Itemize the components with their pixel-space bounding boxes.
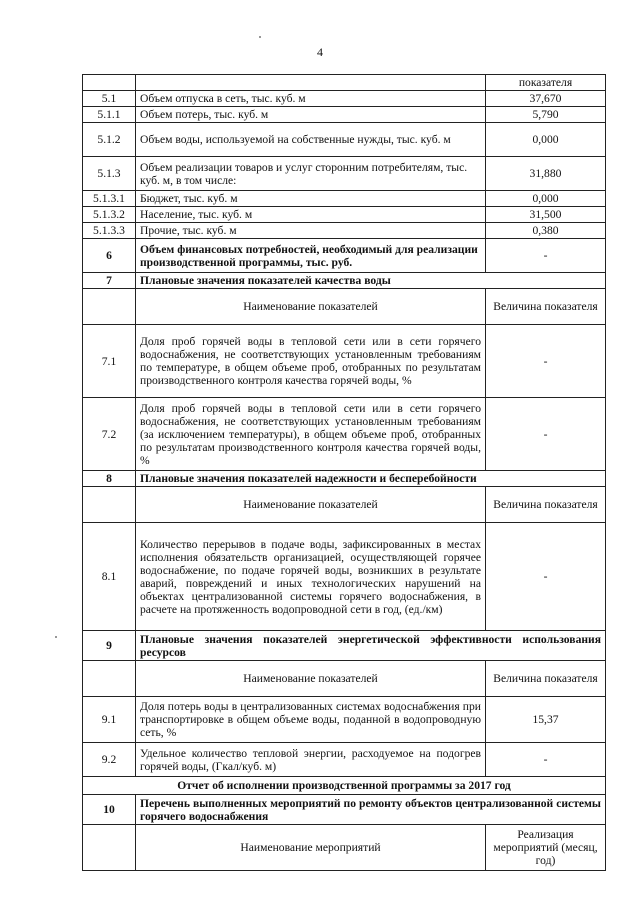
table-row — [83, 107, 606, 123]
section-number: 8 — [83, 471, 136, 487]
row-text: Объем отпуска в сеть, тыс. куб. м — [136, 91, 486, 107]
section-header-row — [83, 273, 606, 289]
table-cell — [83, 487, 136, 523]
column-header-name: Наименование показателей — [136, 661, 486, 697]
column-header-row — [83, 487, 606, 523]
row-value: - — [486, 743, 606, 777]
section-title: Плановые значения показателей энергетической эффективности использования ресурсов — [136, 631, 606, 661]
section-number: 6 — [83, 239, 136, 273]
row-text: Население, тыс. куб. м — [136, 207, 486, 223]
row-number: 5.1.2 — [83, 123, 136, 157]
report-title-row — [83, 777, 606, 795]
row-number: 7.1 — [83, 325, 136, 398]
row-number: 8.1 — [83, 523, 136, 631]
scan-speck — [55, 636, 57, 638]
table-row — [83, 207, 606, 223]
row-value: 5,790 — [486, 107, 606, 123]
row-text: Объем реализации товаров и услуг сторонним потребителям, тыс. куб. м, в том числе: — [136, 157, 486, 191]
row-value: 15,37 — [486, 697, 606, 743]
row-number: 5.1.3.1 — [83, 191, 136, 207]
table-row — [83, 157, 606, 191]
row-number: 5.1.3.2 — [83, 207, 136, 223]
table-row — [83, 239, 606, 273]
table-row — [83, 223, 606, 239]
row-text: Объем потерь, тыс. куб. м — [136, 107, 486, 123]
column-header-name: Наименование показателей — [136, 289, 486, 325]
scan-speck — [259, 36, 261, 38]
row-text: Прочие, тыс. куб. м — [136, 223, 486, 239]
row-number: 9.2 — [83, 743, 136, 777]
row-number: 5.1.3 — [83, 157, 136, 191]
section-number: 7 — [83, 273, 136, 289]
row-value: - — [486, 239, 606, 273]
row-value: 0,380 — [486, 223, 606, 239]
column-header-value: Величина показателя — [486, 487, 606, 523]
row-value: - — [486, 523, 606, 631]
row-text: Доля проб горячей воды в тепловой сети или в сети горячего водоснабжения, не соответствующих установленным требованиям по температуре, в общем объеме проб, отобранных по результатам производственного контроля качества горячей воды, % — [136, 325, 486, 398]
column-header-row — [83, 289, 606, 325]
column-header-name: Наименование мероприятий — [136, 825, 486, 871]
row-value: 31,880 — [486, 157, 606, 191]
column-header-value: Величина показателя — [486, 289, 606, 325]
table-cell — [83, 289, 136, 325]
section-header-row — [83, 795, 606, 825]
section-title: Перечень выполненных мероприятий по ремонту объектов централизованной системы горячего водоснабжения — [136, 795, 606, 825]
row-text: Объем воды, используемой на собственные нужды, тыс. куб. м — [136, 123, 486, 157]
row-number: 5.1.1 — [83, 107, 136, 123]
section-title: Плановые значения показателей надежности и бесперебойности — [136, 471, 606, 487]
table-row — [83, 75, 606, 91]
section-header-row — [83, 631, 606, 661]
table-row — [83, 91, 606, 107]
row-value: 31,500 — [486, 207, 606, 223]
row-number: 9.1 — [83, 697, 136, 743]
section-title: Плановые значения показателей качества воды — [136, 273, 606, 289]
table-cell — [136, 75, 486, 91]
page-number: 4 — [317, 45, 323, 59]
section-header-row — [83, 471, 606, 487]
table-row — [83, 123, 606, 157]
row-number: 7.2 — [83, 398, 136, 471]
table-row — [83, 697, 606, 743]
row-value: - — [486, 325, 606, 398]
column-header-value: Величина показателя — [486, 661, 606, 697]
table-row — [83, 523, 606, 631]
row-number: 5.1.3.3 — [83, 223, 136, 239]
row-text: Удельное количество тепловой энергии, расходуемое на подогрев горячей воды, (Гкал/куб. м) — [136, 743, 486, 777]
row-value: 0,000 — [486, 191, 606, 207]
program-table — [82, 74, 606, 871]
row-text: Количество перерывов в подаче воды, зафиксированных в местах исполнения обязательств организацией, осуществляющей горячее водоснабжение, по подаче горячей воды, возникших в результате аварий, повреждений и иных технологических нарушений на объектах централизованной системы горячего водоснабжения, в расчете на протяженность водопроводной сети в год, (ед./км) — [136, 523, 486, 631]
column-header-row — [83, 661, 606, 697]
column-header-row — [83, 825, 606, 871]
report-title: Отчет об исполнении производственной программы за 2017 год — [83, 777, 606, 795]
section-number: 10 — [83, 795, 136, 825]
column-header-name: Наименование показателей — [136, 487, 486, 523]
table-row — [83, 325, 606, 398]
table-cell — [83, 661, 136, 697]
row-value: - — [486, 398, 606, 471]
row-text: Доля потерь воды в централизованных системах водоснабжения при транспортировке в общем объеме воды, поданной в водопроводную сеть, % — [136, 697, 486, 743]
table-row — [83, 191, 606, 207]
row-number: 5.1 — [83, 91, 136, 107]
column-header-value: Реализация мероприятий (месяц, год) — [486, 825, 606, 871]
row-value: 0,000 — [486, 123, 606, 157]
table-cell — [83, 825, 136, 871]
section-number: 9 — [83, 631, 136, 661]
table-row — [83, 743, 606, 777]
row-value: 37,670 — [486, 91, 606, 107]
section-title: Объем финансовых потребностей, необходимый для реализации производственной программы, тыс. руб. — [136, 239, 486, 273]
header-tail-cell: показателя — [486, 75, 606, 91]
table-row — [83, 398, 606, 471]
row-text: Доля проб горячей воды в тепловой сети или в сети горячего водоснабжения, не соответствующих установленным требованиям (за исключением температуры), в общем объеме проб, отобранных по результатам производственного контроля качества горячей воды, % — [136, 398, 486, 471]
row-text: Бюджет, тыс. куб. м — [136, 191, 486, 207]
table-cell — [83, 75, 136, 91]
